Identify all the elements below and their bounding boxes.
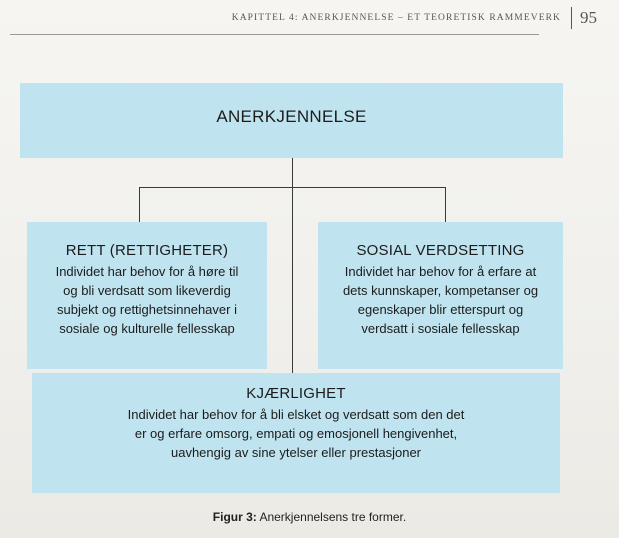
box-kjaerlighet-text [32,405,560,462]
box-rett-text [27,262,267,338]
connector-branch-right [445,187,446,222]
box-rett-title: RETT (RETTIGHETER) [65,242,229,259]
box-kjaerlighet-title: KJÆRLIGHET [246,385,346,402]
connector-branch-left [139,187,140,222]
connector-branch-horizontal [139,187,446,188]
box-sosial-verdsetting [318,222,563,369]
box-sosial-verdsetting-line: dets kunnskaper, kompetanser og [342,283,539,298]
box-sosial-verdsetting-line: Individet har behov for å erfare at [344,264,537,279]
page-number: 95 [580,8,597,27]
box-kjaerlighet-line: er og erfare omsorg, empati og emosjonell hengivenhet, [134,426,458,441]
box-rett-line: sosiale og kulturelle fellesskap [59,321,235,336]
figure-caption-label: Figur 3: [212,510,257,524]
box-sosial-verdsetting-line: egenskaper blir etterspurt og [357,302,524,317]
header-divider [571,7,572,29]
connector-trunk [292,158,293,373]
box-anerkjennelse-title: ANERKJENNELSE [216,107,367,126]
box-rett-line: Individet har behov for å høre til [55,264,239,279]
box-kjaerlighet [32,373,560,493]
box-sosial-verdsetting-title: SOSIAL VERDSETTING [356,242,525,259]
box-rett [27,222,267,369]
header-rule [10,34,539,35]
running-head [232,7,597,29]
box-rett-line: og bli verdsatt som likeverdig [63,283,231,298]
box-sosial-verdsetting-line: verdsatt i sosiale fellesskap [361,321,520,336]
box-kjaerlighet-line: Individet har behov for å bli elsket og verdsatt som den det [127,407,465,422]
chapter-title: KAPITTEL 4: ANERKJENNELSE – ET TEORETISK RAMMEVERK [231,13,561,23]
box-anerkjennelse [20,83,563,158]
box-sosial-verdsetting-text [318,262,563,338]
box-rett-line: subjekt og rettighetsinnehaver i [57,302,237,317]
figure-caption [0,510,619,524]
figure-caption-text: Anerkjennelsens tre former. [256,510,407,524]
box-kjaerlighet-line: uavhengig av sine ytelser eller prestasjoner [170,445,422,460]
